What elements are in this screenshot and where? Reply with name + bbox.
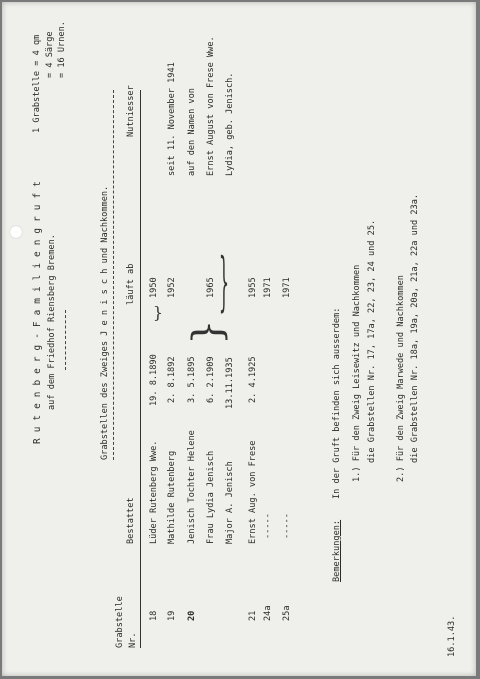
row-21-name: Ernst Aug. von Frese [248, 440, 258, 544]
row-25a-name: ----- [282, 513, 292, 539]
row-20-date-3: 13.11.1935 [225, 357, 235, 409]
row-20-name-3: Major A. Jenisch [225, 461, 235, 544]
row-20-name: Jenisch Tochter Helene [187, 430, 197, 544]
row-18-date: 19. 8.1890 [149, 354, 159, 406]
row-19-date: 2. 8.1892 [167, 356, 177, 403]
row-24a-expiry: 1971 [263, 277, 273, 298]
column-header-grabstelle-nr: Nr. [128, 632, 138, 648]
row-20-expiry: 1965 [206, 277, 216, 298]
row-24a-name: ----- [263, 513, 273, 539]
document-subtitle: auf dem Friedhof Riensberg Bremen. [47, 234, 57, 410]
row-21-expiry: 1955 [248, 277, 258, 298]
remarks-item-1-line-2: die Grabstellen Nr. 17, 17a, 22, 23, 24 und 25. [367, 219, 377, 463]
nutniesser-line-1: seit 11. November 1941 [167, 62, 177, 176]
remarks-intro: In der Gruft befinden sich ausserdem: [332, 307, 342, 499]
grave-size-line-3: = 16 Urnen. [57, 21, 67, 78]
column-header-laeuft-ab: läuft ab [126, 263, 136, 305]
section-dashed-rule [113, 90, 114, 460]
brace-rows-18-19: } [152, 302, 164, 322]
header-rule [140, 90, 141, 648]
nutniesser-line-4: Lydia, geb. Jenisch. [225, 72, 235, 176]
section-title: Grabstellen des Zweiges J e n i s c h und Nachkommen. [100, 185, 110, 460]
row-25a-number: 25a [282, 605, 292, 621]
column-header-bestattet: Bestattet [126, 497, 136, 544]
nutniesser-line-2: auf den Namen von [187, 88, 197, 176]
column-header-grabstelle: Grabstelle [115, 596, 125, 648]
row-24a-number: 24a [263, 605, 273, 621]
rotated-document-content [2, 2, 476, 676]
row-19-expiry: 1952 [167, 277, 177, 298]
row-25a-expiry: 1971 [282, 277, 292, 298]
document-title: R u t e n b e r g - F a m i l i e n g r u f t [32, 181, 43, 444]
row-20-date-2: 6. 2.1909 [206, 356, 216, 403]
remarks-heading: Bemerkungen: [332, 519, 342, 582]
row-20-number: 20 [187, 610, 197, 621]
remarks-item-2-line-1: 2.) Für den Zweig Marwede und Nachkommen [396, 275, 406, 482]
remarks-item-1-line-1: 1.) Für den Zweig Leisewitz und Nachkommen [352, 264, 362, 482]
grave-size-line-2: = 4 Särge [45, 31, 55, 78]
row-18-name: Lüder Rutenberg Wwe. [149, 440, 159, 544]
title-dashed-rule [65, 310, 66, 370]
brace-nutniesser: } [218, 242, 230, 319]
nutniesser-line-3: Ernst August von Frese Wwe. [206, 36, 216, 176]
row-21-number: 21 [248, 610, 258, 621]
column-header-nutniesser: Nutniesser [126, 85, 136, 137]
punch-hole [10, 226, 22, 238]
grave-size-line-1: 1 Grabstelle = 4 qm [32, 34, 42, 133]
row-19-number: 19 [167, 610, 177, 621]
row-20-name-2: Frau Lydia Jenisch [206, 450, 216, 544]
row-21-date: 2. 4.1925 [248, 356, 258, 403]
document-page [2, 2, 476, 676]
row-19-name: Mathilde Rutenberg [167, 450, 177, 544]
row-18-expiry: 1950 [149, 277, 159, 298]
row-20-date: 3. 5.1895 [187, 356, 197, 403]
brace-row-20-dates: } [185, 319, 231, 345]
row-18-number: 18 [149, 610, 159, 621]
remarks-item-2-line-2: die Grabstellen Nr. 18a, 19a, 20a, 21a, 22a und 23a. [410, 193, 420, 463]
footer-date: 16.1.43. [447, 615, 457, 657]
